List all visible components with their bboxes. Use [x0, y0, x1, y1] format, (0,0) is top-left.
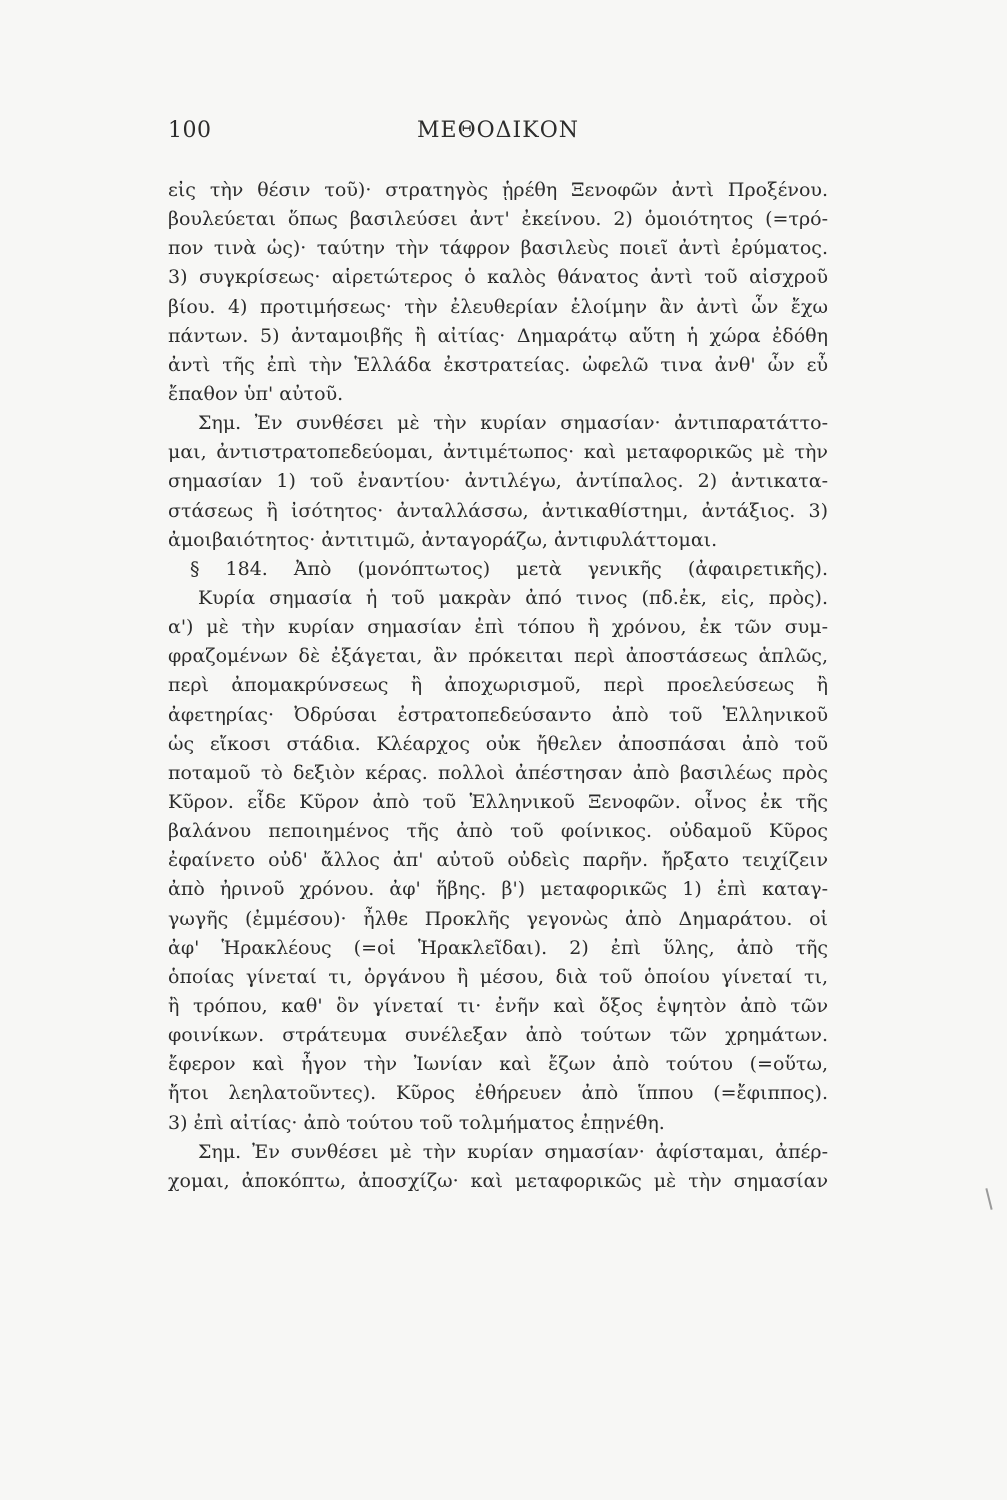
text-line: βαλάνου πεποιημένος τῆς ἀπὸ τοῦ φοίνικος. οὐδαμοῦ Κῦρος [168, 820, 828, 843]
running-title: ΜΕΘΟΔΙΚΟΝ [417, 118, 579, 143]
text-line: Κυρία σημασία ἡ τοῦ μακρὰν ἀπό τινος (πδ.ἐκ, εἰς, πρὸς). [198, 586, 828, 609]
text-line: 3) ἐπὶ αἰτίας· ἀπὸ τούτου τοῦ τολμήματος ἐπῃνέθη. [168, 1111, 665, 1134]
page-number: 100 [168, 118, 212, 143]
text-line: ἀμοιβαιότητος· ἀντιτιμῶ, ἀνταγοράζω, ἀντιφυλάττομαι. [168, 528, 718, 551]
text-line: ἐφαίνετο οὐδ' ἄλλος ἀπ' αὐτοῦ οὐδεὶς παρῆν. ἤρξατο τειχίζειν [168, 849, 828, 872]
text-line: ἔπαθον ὑπ' αὐτοῦ. [168, 382, 344, 405]
text-line: ἤτοι λεηλατοῦντες). Κῦρος ἐθήρευεν ἀπὸ ἵππου (=ἔφιππος). [168, 1082, 828, 1105]
body-text [168, 176, 828, 1196]
text-line: 3) συγκρίσεως· αἱρετώτερος ὁ καλὸς θάνατος ἀντὶ τοῦ αἰσχροῦ [168, 266, 828, 289]
text-line: σημασίαν 1) τοῦ ἐναντίου· ἀντιλέγω, ἀντίπαλος. 2) ἀντικατα- [168, 470, 828, 493]
text-line: Σημ. Ἐν συνθέσει μὲ τὴν κυρίαν σημασίαν· ἀφίσταμαι, ἀπέρ- [198, 1140, 828, 1163]
text-line: πάντων. 5) ἀνταμοιβῆς ἢ αἰτίας· Δημαράτῳ αὕτη ἡ χώρα ἐδόθη [168, 324, 828, 347]
text-line: πον τινὰ ὡς)· ταύτην τὴν τάφρον βασιλεὺς ποιεῖ ἀντὶ ἐρύματος. [168, 237, 828, 260]
margin-mark [985, 1188, 992, 1210]
text-line: μαι, ἀντιστρατοπεδεύομαι, ἀντιμέτωπος· καὶ μεταφορικῶς μὲ τὴν [168, 441, 828, 464]
section-heading: § 184. Ἀπὸ (μονόπτωτος) μετὰ γενικῆς (ἀφαιρετικῆς). [190, 557, 828, 580]
text-line: ἀφετηρίας· Ὀδρύσαι ἐστρατοπεδεύσαντο ἀπὸ τοῦ Ἑλληνικοῦ [168, 703, 828, 726]
text-line: α') μὲ τὴν κυρίαν σημασίαν ἐπὶ τόπου ἢ χρόνου, ἐκ τῶν συμ- [168, 616, 828, 639]
text-line: ποταμοῦ τὸ δεξιὸν κέρας. πολλοὶ ἀπέστησαν ἀπὸ βασιλέως πρὸς [168, 761, 828, 784]
text-line: ὁποίας γίνεταί τι, ὀργάνου ἢ μέσου, διὰ τοῦ ὁποίου γίνεταί τι, [168, 965, 828, 988]
text-line: φοινίκων. στράτευμα συνέλεξαν ἀπὸ τούτων τῶν χρημάτων. [168, 1024, 828, 1047]
text-line: Κῦρον. εἶδε Κῦρον ἀπὸ τοῦ Ἑλληνικοῦ Ξενοφῶν. οἶνος ἐκ τῆς [168, 790, 828, 813]
text-line: ἀπὸ ἠρινοῦ χρόνου. ἀφ' ἥβης. β') μεταφορικῶς 1) ἐπὶ καταγ- [168, 878, 828, 901]
text-line: βίου. 4) προτιμήσεως· τὴν ἐλευθερίαν ἑλοίμην ἂν ἀντὶ ὧν ἔχω [168, 295, 828, 318]
text-line: ὡς εἴκοσι στάδια. Κλέαρχος οὐκ ἤθελεν ἀποσπάσαι ἀπὸ τοῦ [168, 732, 828, 755]
text-line: ἢ τρόπου, καθ' ὃν γίνεταί τι· ἐνῆν καὶ ὄξος ἑψητὸν ἀπὸ τῶν [168, 994, 828, 1017]
text-line: φραζομένων δὲ ἐξάγεται, ἂν πρόκειται περὶ ἀποστάσεως ἁπλῶς, [168, 645, 828, 668]
page-header [168, 118, 828, 150]
text-line: εἰς τὴν θέσιν τοῦ)· στρατηγὸς ᾑρέθη Ξενοφῶν ἀντὶ Προξένου. [168, 179, 828, 201]
text-line: ἀντὶ τῆς ἐπὶ τὴν Ἑλλάδα ἐκστρατείας. ὠφελῶ τινα ἀνθ' ὧν εὖ [168, 353, 828, 376]
text-line: ἀφ' Ἡρακλέους (=οἱ Ἡρακλεῖδαι). 2) ἐπὶ ὕλης, ἀπὸ τῆς [168, 936, 828, 959]
text-line: Σημ. Ἐν συνθέσει μὲ τὴν κυρίαν σημασίαν· ἀντιπαρατάττο- [198, 412, 828, 435]
text-line: γωγῆς (ἐμμέσου)· ἦλθε Προκλῆς γεγονὼς ἀπὸ Δημαράτου. οἱ [168, 907, 828, 930]
text-line: βουλεύεται ὅπως βασιλεύσει ἀντ' ἐκείνου. 2) ὁμοιότητος (=τρό- [168, 208, 828, 231]
text-line: στάσεως ἢ ἰσότητος· ἀνταλλάσσω, ἀντικαθίστημι, ἀντάξιος. 3) [168, 499, 828, 522]
text-line: χομαι, ἀποκόπτω, ἀποσχίζω· καὶ μεταφορικῶς μὲ τὴν σημασίαν [168, 1169, 828, 1192]
text-line: περὶ ἀπομακρύνσεως ἢ ἀποχωρισμοῦ, περὶ προελεύσεως ἢ [168, 674, 828, 697]
text-line: ἔφερον καὶ ἦγον τὴν Ἰωνίαν καὶ ἔζων ἀπὸ τούτου (=οὕτω, [168, 1053, 828, 1076]
